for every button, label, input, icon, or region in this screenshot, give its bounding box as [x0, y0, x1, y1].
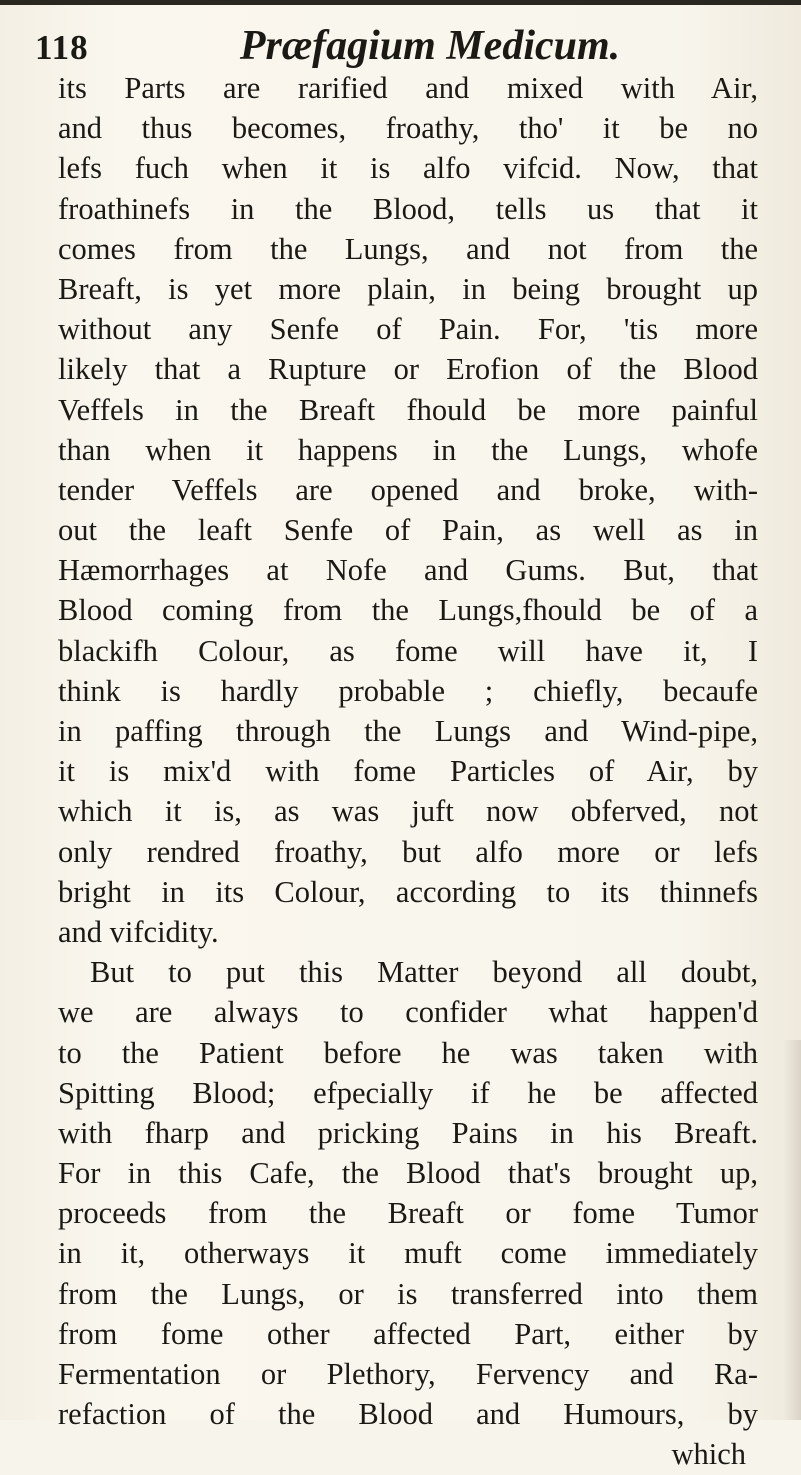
text-line: Fermentation or Plethory, Fervency and Ra- [58, 1357, 758, 1391]
text-line: its Parts are rarified and mixed with Air, [58, 71, 758, 105]
text-line: which it is, as was juft now obferved, not [58, 794, 758, 829]
body-text [58, 68, 758, 1475]
text-line: it is mix'd with fome Particles of Air, by [58, 754, 758, 789]
text-line: blackifh Colour, as fome will have it, I [58, 633, 758, 668]
text-line: without any Senfe of Pain. For, 'tis more [58, 312, 758, 347]
running-head: Præfagium Medicum. [239, 23, 621, 69]
text-line: Blood coming from the Lungs,fhould be of a [58, 593, 758, 628]
text-line: likely that a Rupture or Erofion of the Blood [58, 352, 758, 387]
text-line: Veffels in the Breaft fhould be more painful [58, 392, 758, 427]
text-line: But to put this Matter beyond all doubt, [90, 955, 758, 990]
text-line: Breaft, is yet more plain, in being brought up [58, 271, 758, 306]
text-line: and thus becomes, froathy, tho' it be no [58, 111, 758, 146]
text-line: in paffing through the Lungs and Wind-pipe, [58, 714, 758, 748]
text-line: with fharp and pricking Pains in his Breaft. [58, 1115, 758, 1150]
text-line: and vifcidity. [58, 914, 219, 949]
text-line: For in this Cafe, the Blood that's brought up, [58, 1156, 758, 1191]
text-line: out the leaft Senfe of Pain, as well as in [58, 513, 758, 548]
text-line: proceeds from the Breaft or fome Tumor [58, 1196, 758, 1231]
text-line: froathinefs in the Blood, tells us that it [58, 191, 758, 226]
text-line: only rendred froathy, but alfo more or lefs [58, 834, 758, 869]
text-line: from the Lungs, or is transferred into them [58, 1276, 758, 1311]
text-line: from fome other affected Part, either by [58, 1316, 758, 1351]
text-line: than when it happens in the Lungs, whofe [58, 432, 758, 467]
text-line: think is hardly probable ; chiefly, becaufe [58, 673, 758, 708]
text-line: bright in its Colour, according to its thinnefs [58, 874, 758, 909]
page-edge-shadow [783, 1040, 801, 1420]
text-line: Spitting Blood; efpecially if he be affected [58, 1075, 758, 1110]
text-line: we are always to confider what happen'd [58, 995, 758, 1030]
text-line: lefs fuch when it is alfo vifcid. Now, that [58, 151, 758, 186]
text-line: Hæmorrhages at Nofe and Gums. But, that [58, 553, 758, 588]
page-header [0, 12, 801, 69]
text-line: comes from the Lungs, and not from the [58, 231, 758, 266]
top-rule [0, 0, 801, 5]
text-line: refaction of the Blood and Humours, by [58, 1397, 758, 1432]
text-line: to the Patient before he was taken with [58, 1035, 758, 1070]
text-line: in it, otherways it muft come immediately [58, 1236, 758, 1271]
page-number: 118 [35, 28, 89, 67]
catchword: which [671, 1437, 746, 1472]
text-line: tender Veffels are opened and broke, with- [58, 472, 758, 507]
